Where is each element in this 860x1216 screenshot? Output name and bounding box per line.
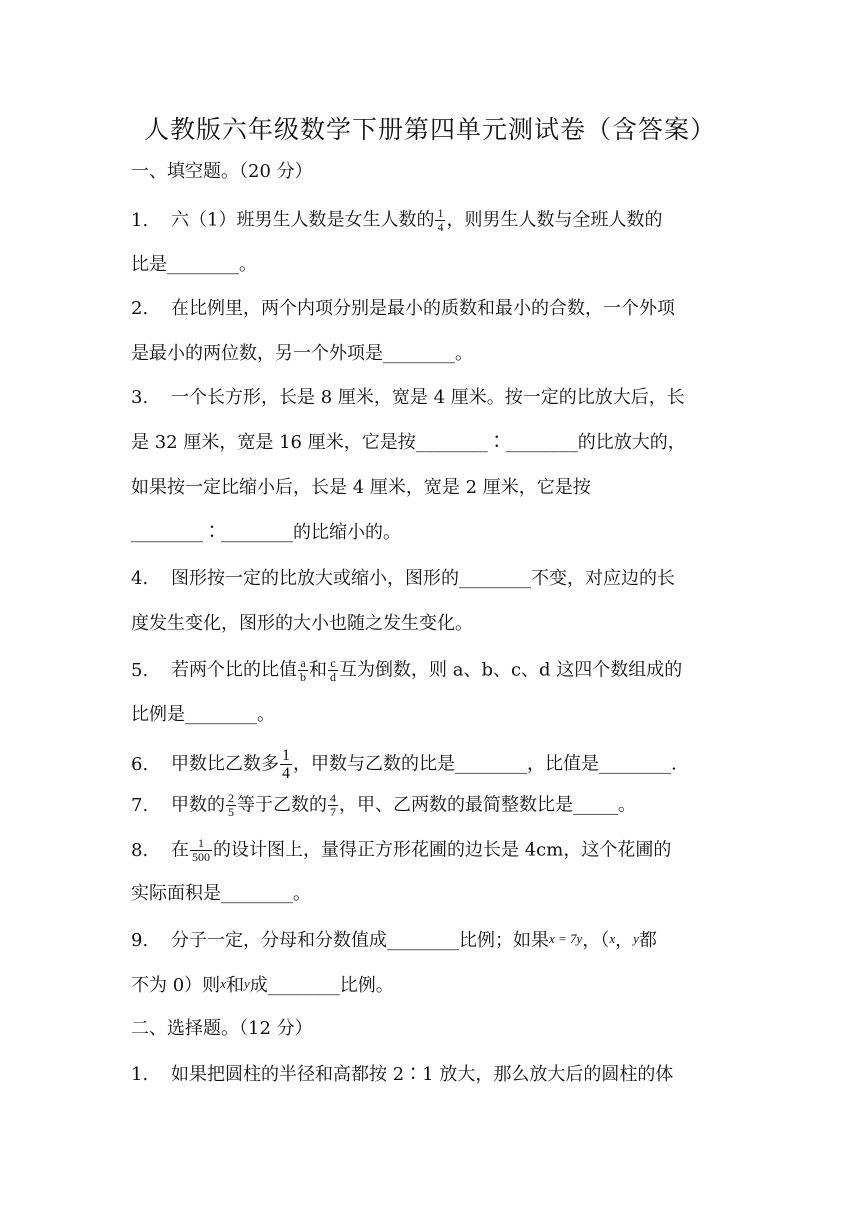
question-text: 如果把圆柱的半径和高都按 2∶1 放大，那么放大后的圆柱的体 [171, 1064, 674, 1085]
fraction-numerator: a [300, 656, 306, 670]
variable-y: y [243, 976, 250, 991]
page-title: 人教版六年级数学下册第四单元测试卷（含答案） [143, 115, 716, 144]
question-text: 和 [225, 975, 244, 996]
question-text: ， [615, 930, 634, 951]
question-number: 5. [131, 659, 149, 681]
question-9-cont [131, 972, 394, 998]
question-9 [131, 927, 657, 953]
question-text: 分子一定，分母和分数值成________比例；如果 [171, 930, 549, 951]
question-text: ，甲数与乙数的比是________，比值是________. [293, 753, 677, 775]
question-8-cont: 实际面积是________。 [131, 883, 311, 904]
question-6 [131, 747, 677, 782]
fraction [190, 837, 212, 864]
variable-x: x [220, 976, 226, 991]
question-text: 互为倒数，则 a、b、c、d 这四个数组成的 [339, 659, 683, 681]
question-2 [131, 297, 675, 321]
question-number: 8. [131, 839, 149, 861]
fraction-denominator: 500 [192, 850, 210, 864]
question-1-cont: 比是________。 [131, 254, 257, 275]
question-text: ，（ [582, 930, 610, 951]
question-text: 不为 0）则 [131, 975, 221, 996]
question-3-cont-3: ________∶________的比缩小的。 [131, 522, 401, 543]
section-heading-fill-blank: 一、填空题。（20 分） [131, 161, 313, 182]
fraction-denominator: d [330, 670, 336, 684]
question-text: ，甲、乙两数的最简整数比是_____。 [339, 794, 636, 816]
fraction-numerator: c [330, 656, 336, 670]
fraction-numerator: 1 [198, 836, 204, 850]
question-text: 成________比例。 [249, 975, 394, 996]
fraction [328, 657, 338, 684]
question-text: 的设计图上，量得正方形花圃的边长是 4cm，这个花圃的 [213, 839, 672, 861]
question-number: 9. [131, 930, 149, 951]
question-3 [131, 386, 685, 410]
question-4 [131, 567, 675, 591]
question-4-cont: 度发生变化，图形的大小也随之发生变化。 [131, 613, 473, 634]
fraction [226, 792, 236, 819]
section-heading-multiple-choice: 二、选择题。（12 分） [131, 1018, 313, 1039]
question-5-cont: 比例是________。 [131, 704, 275, 725]
fraction-denominator: 5 [228, 805, 234, 819]
question-text: 等于乙数的 [237, 794, 327, 816]
variable-y: y [633, 931, 639, 946]
choice-question-1 [131, 1063, 673, 1087]
question-3-cont-2: 如果按一定比缩小后，长是 4 厘米，宽是 2 厘米，它是按 [131, 477, 591, 498]
question-2-cont: 是最小的两位数，另一个外项是________。 [131, 343, 473, 364]
fraction-numerator: 2 [228, 791, 234, 805]
question-text: 甲数的 [171, 794, 225, 816]
question-number: 4. [131, 568, 149, 589]
question-8 [131, 837, 671, 864]
fraction [280, 747, 292, 782]
question-number: 1. [131, 1064, 149, 1085]
question-text: 和 [309, 659, 327, 681]
fraction-numerator: 1 [282, 747, 290, 764]
question-number: 3. [131, 387, 149, 408]
question-number: 1. [131, 209, 149, 231]
fraction-numerator: 1 [437, 206, 444, 220]
question-number: 7. [131, 794, 149, 816]
question-text: 都 [638, 930, 657, 951]
question-text: 图形按一定的比放大或缩小，图形的________不变，对应边的长 [171, 568, 675, 589]
fraction [328, 792, 338, 819]
question-3-cont-1: 是 32 厘米，宽是 16 厘米，它是按________∶________的比放大的， [131, 432, 686, 453]
question-text: 在 [171, 839, 189, 861]
fraction [435, 207, 445, 234]
question-text: 一个长方形，长是 8 厘米，宽是 4 厘米。按一定的比放大后，长 [171, 387, 685, 408]
question-text: 甲数比乙数多 [171, 753, 279, 775]
fraction [298, 657, 308, 684]
question-text: 六（1）班男生人数是女生人数的 [171, 209, 435, 231]
fraction-numerator: 4 [330, 791, 336, 805]
question-5 [131, 657, 682, 684]
question-number: 2. [131, 298, 149, 319]
question-text: 若两个比的比值 [171, 659, 297, 681]
variable-x: x [609, 931, 616, 946]
fraction-denominator: 7 [330, 805, 336, 819]
question-text: 在比例里，两个内项分别是最小的质数和最小的合数，一个外项 [171, 298, 675, 319]
question-7 [131, 792, 636, 819]
question-number: 6. [131, 753, 149, 775]
fraction-denominator: b [300, 670, 306, 684]
question-1 [131, 207, 662, 234]
question-text: ，则男生人数与全班人数的 [446, 209, 663, 231]
fraction-denominator: 4 [282, 765, 290, 782]
fraction-denominator: 4 [437, 220, 444, 234]
equation: x = 7y [549, 931, 583, 946]
